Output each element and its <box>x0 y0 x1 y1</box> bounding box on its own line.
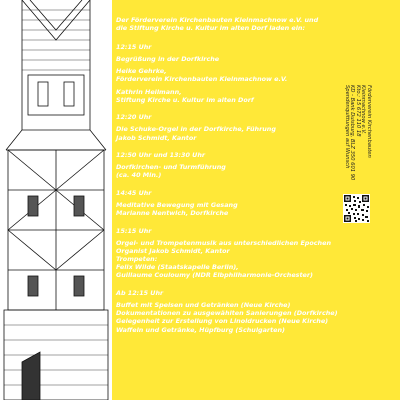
program-line: Waffeln und Getränke, Hüpfburg (Schulgarten) <box>116 325 285 334</box>
program-block <box>116 43 348 104</box>
program-line: Meditative Bewegung mit Gesang <box>116 201 238 210</box>
program-time: 14:45 Uhr <box>116 189 152 198</box>
intro-line: die Stiftung Kirche u. Kultur im alten Dorf laden ein: <box>116 24 306 33</box>
program-line: Orgel- und Trompetenmusik aus unterschiedlichen Epochen <box>116 239 331 248</box>
program-line: Dokumentationen zu ausgewählten Sanierungen (Dorfkirche) <box>116 309 338 318</box>
qr-code-icon[interactable] <box>343 194 370 223</box>
bank-info-text <box>337 85 371 203</box>
program-line: Die Schuke-Orgel in der Dorfkirche, Führung <box>116 125 276 134</box>
intro-text <box>116 16 348 32</box>
program-line: Marianne Nentwich, Dorfkirche <box>116 209 229 218</box>
program-block <box>116 227 348 280</box>
program-block <box>116 189 348 217</box>
qr-code-graphic <box>343 194 370 223</box>
program-line: Organist Jakob Schmidt, Kantor <box>116 247 230 256</box>
church-tower-drawing <box>0 0 112 400</box>
program-line: Förderverein Kirchenbauten Kleinmachnow e.V. <box>116 75 288 84</box>
program-line: Gelegenheit zur Erstellung von Linoldrucken (Neue Kirche) <box>116 317 329 326</box>
program-time: 15:15 Uhr <box>116 226 152 235</box>
event-program <box>116 16 348 343</box>
program-line: Heike Gehrke, <box>116 67 167 76</box>
program-line: Jakob Schmidt, Kantor <box>116 133 197 142</box>
program-line: Guillaume Couloumy (NDR Elbphilharmonie-Orchester) <box>116 271 313 280</box>
bank-line: Kleinmachnow e.V. <box>360 85 367 134</box>
program-line: Felix Wilde (Staatskapelle Berlin), <box>116 263 239 272</box>
program-line: Stiftung Kirche u. Kultur im alten Dorf <box>116 95 254 104</box>
program-block <box>116 289 348 333</box>
program-line: Kathrin Heilmann, <box>116 87 182 96</box>
program-time: Ab 12:15 Uhr <box>116 289 164 298</box>
program-block <box>116 113 348 141</box>
bank-info <box>337 85 371 203</box>
program-time: 12:15 Uhr <box>116 43 152 52</box>
program-block <box>116 151 348 179</box>
bank-line: Förderverein Kirchenbauten <box>366 85 372 158</box>
tower-illustration <box>0 0 112 400</box>
program-line: Trompeten: <box>116 255 158 264</box>
bank-line: Spendenquittungen auf Wunsch <box>343 85 350 169</box>
program-line: Begrüßung in der Dorfkirche <box>116 55 220 64</box>
program-line: Dorfkirchen- und Turmführung <box>116 163 226 172</box>
bank-line: KD - Bank Duisburg, BLZ 350 601 90 <box>349 85 356 181</box>
program-time: 12:20 Uhr <box>116 113 152 122</box>
bank-line: Kto.: 15 672 110 18 <box>354 85 361 137</box>
intro-line: Der Förderverein Kirchenbauten Kleinmachnow e.V. und <box>116 16 319 24</box>
program-line: (ca. 40 Min.) <box>116 171 162 180</box>
program-line: Buffet mit Speisen und Getränken (Neue Kirche) <box>116 301 291 310</box>
program-time: 12:50 Uhr und 13:30 Uhr <box>116 151 206 160</box>
